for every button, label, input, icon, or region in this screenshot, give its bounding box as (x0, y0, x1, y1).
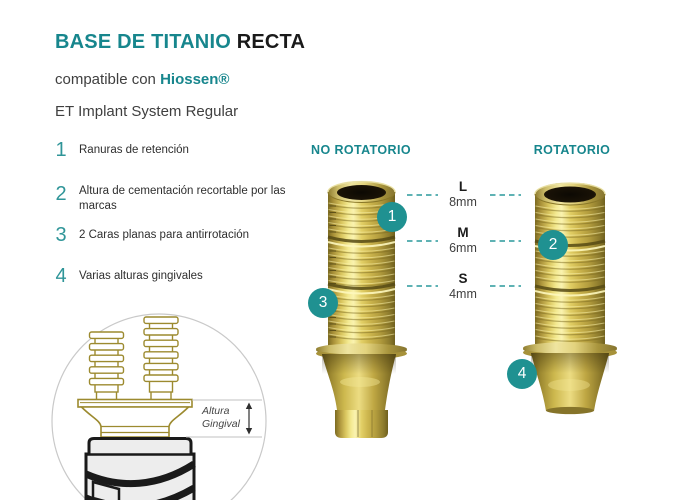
compatibility-prefix: compatible con (55, 71, 161, 88)
size-code-M: M (457, 225, 469, 240)
system-line: ET Implant System Regular (55, 103, 239, 120)
callout-badge-2: 2 (538, 230, 568, 260)
callout-badge-4: 4 (507, 359, 537, 389)
feature-1-label: Ranuras de retención (79, 144, 189, 156)
drawing-post-right (144, 317, 178, 401)
size-label-L (431, 179, 495, 210)
implant-rotating-image (523, 183, 617, 414)
feature-3-number: 3 (55, 224, 67, 246)
size-value-M: 6mm (449, 241, 477, 255)
compatibility-line (55, 71, 229, 88)
feature-2-label: Altura de cementación recortable por las marcas (79, 185, 286, 212)
drawing-post-left (90, 332, 124, 401)
brand-name: Hiossen® (160, 71, 230, 88)
page-title-main: BASE DE TITANIO (55, 31, 231, 53)
size-code-L: L (458, 179, 468, 194)
feature-2-number: 2 (55, 183, 67, 205)
page-title-accent: RECTA (236, 31, 306, 53)
size-label-M (431, 225, 495, 256)
gingival-height-label-line1: Altura (202, 405, 230, 417)
drawing-implant-screw (86, 439, 194, 500)
gingival-height-label-line2: Gingival (202, 418, 240, 430)
size-label-S (431, 271, 495, 302)
page-title (55, 31, 305, 54)
feature-4-label: Varias alturas gingivales (79, 270, 203, 282)
size-value-L: 8mm (449, 195, 477, 209)
feature-1-number: 1 (55, 139, 67, 161)
feature-4-number: 4 (55, 265, 67, 287)
size-value-S: 4mm (449, 287, 477, 301)
size-code-S: S (458, 271, 468, 286)
callout-badge-1: 1 (377, 202, 407, 232)
feature-3-label: 2 Caras planas para antirrotación (79, 229, 250, 241)
column-heading-non-rotating: NO ROTATORIO (311, 143, 411, 157)
callout-badge-3: 3 (308, 288, 338, 318)
gingival-height-label (202, 405, 252, 431)
column-heading-rotating: ROTATORIO (533, 143, 611, 157)
